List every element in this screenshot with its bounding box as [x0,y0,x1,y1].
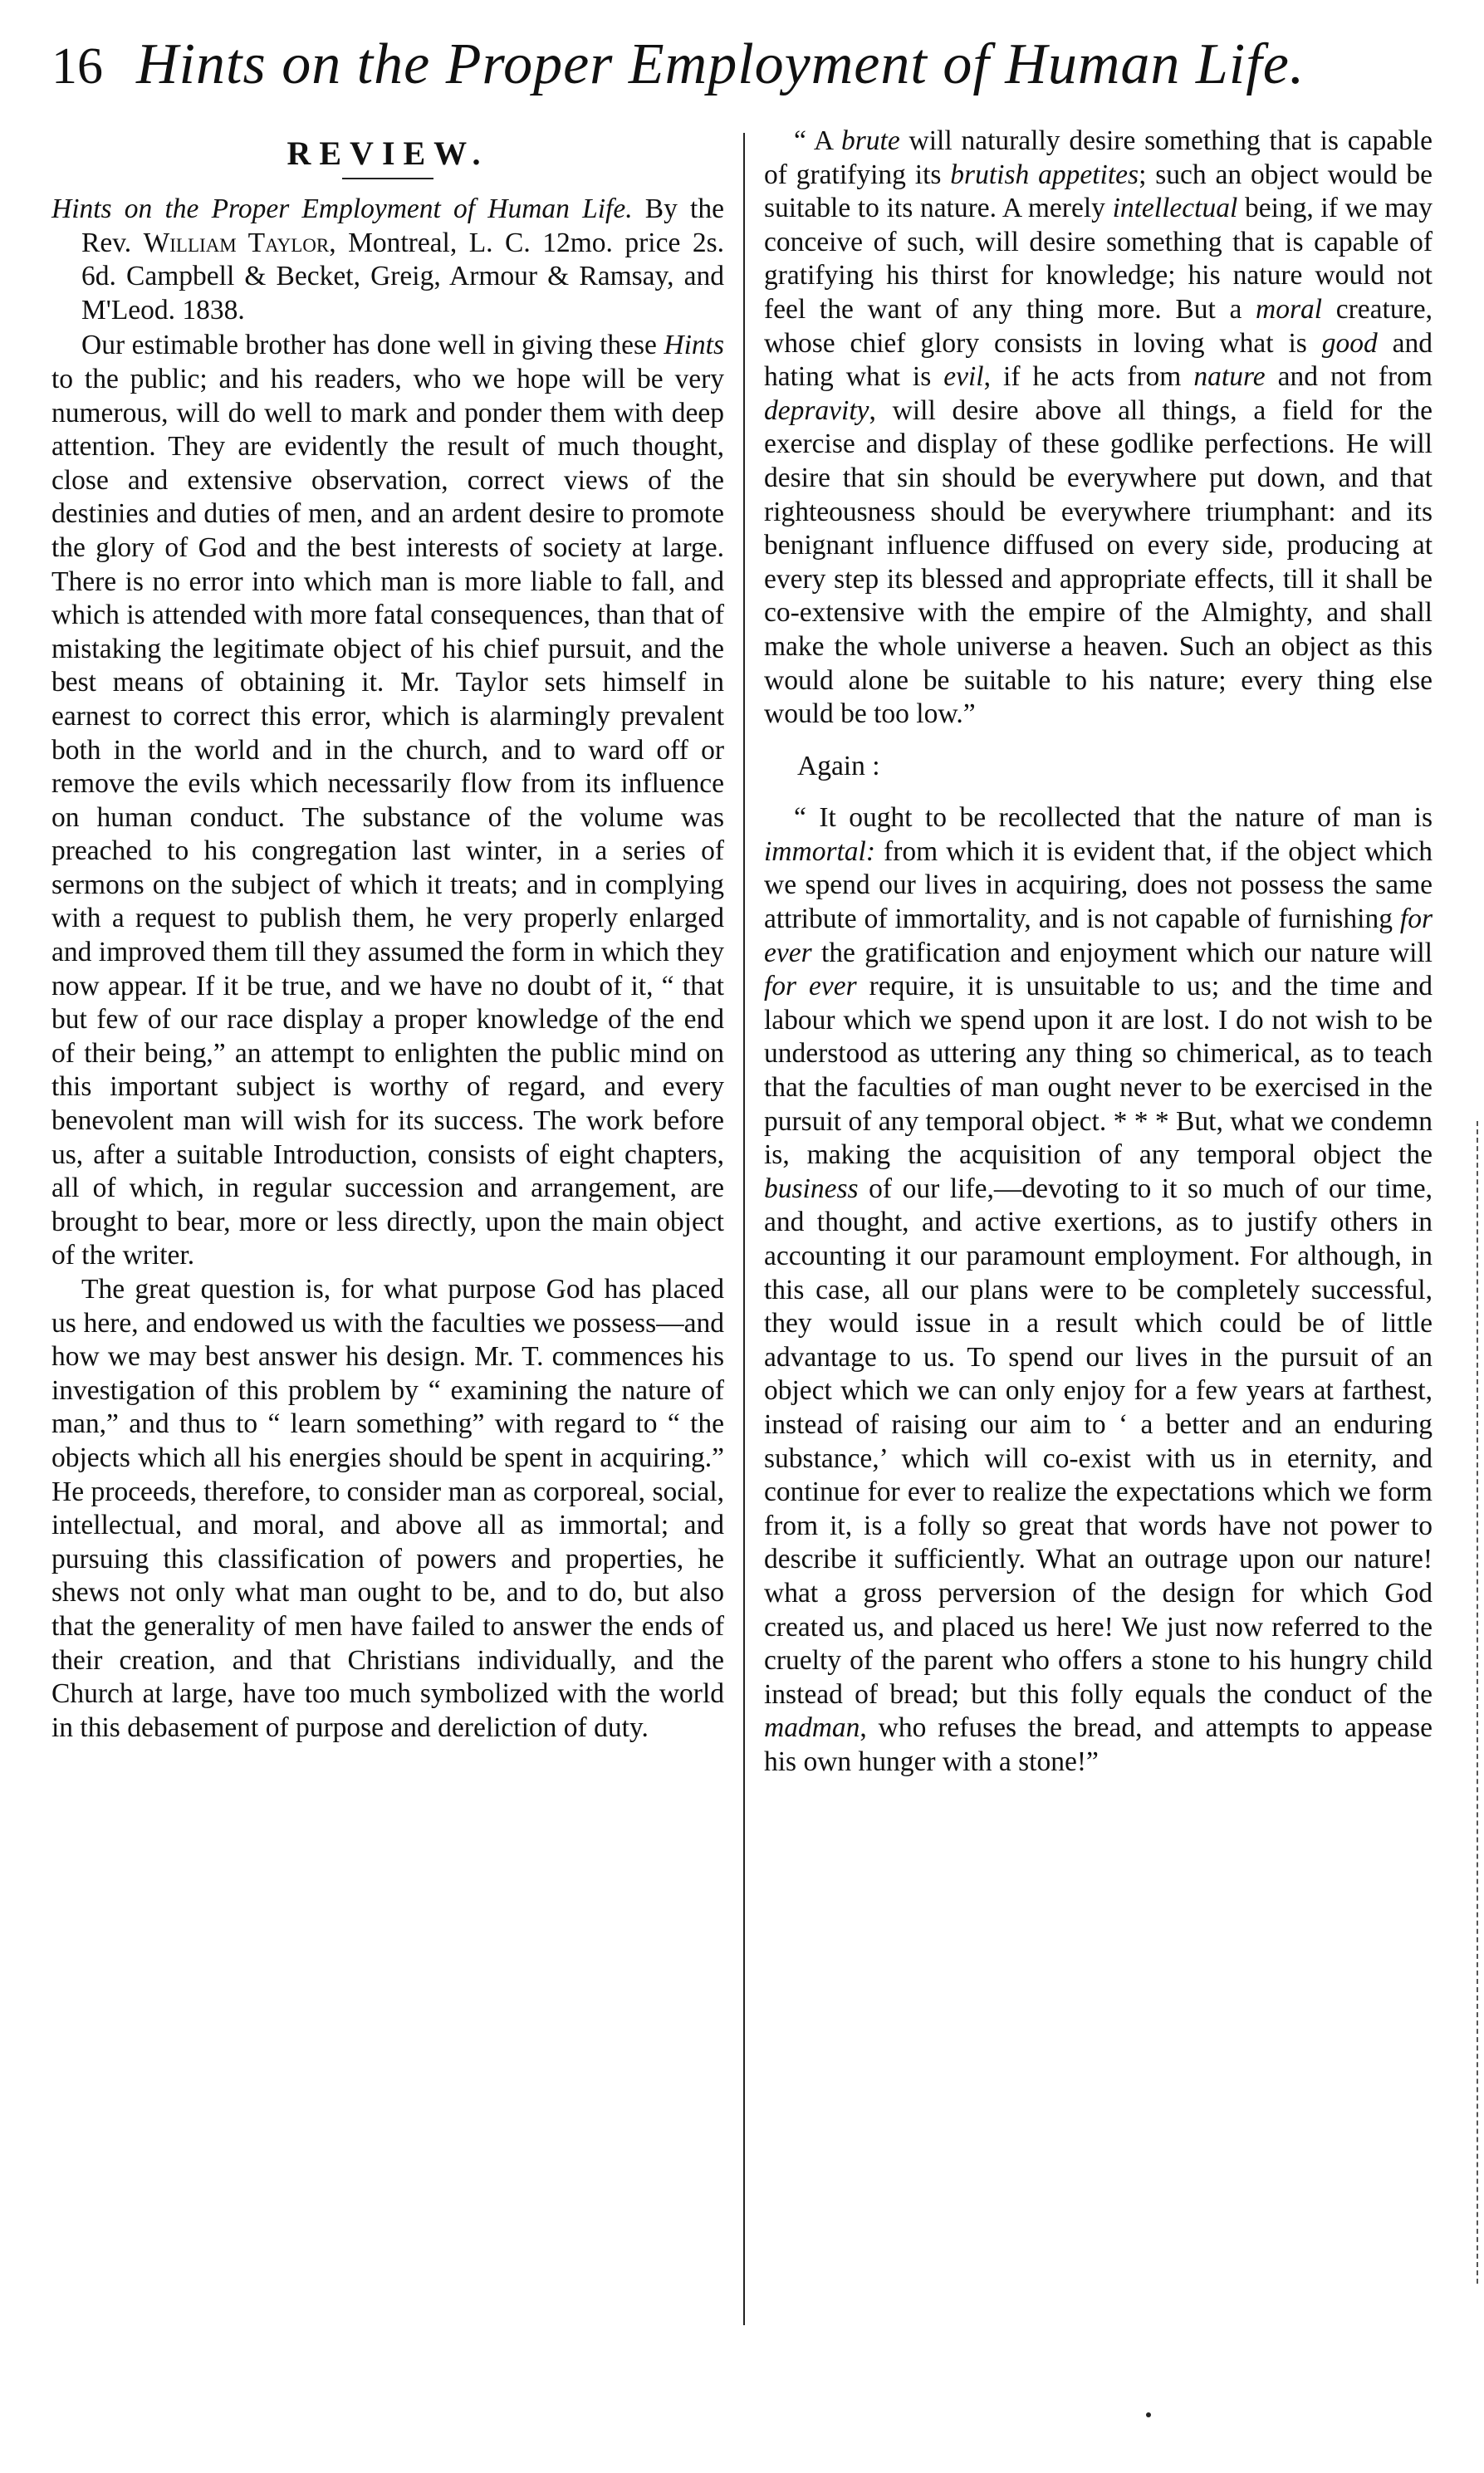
italic-phrase: immortal: [764,835,875,867]
column-divider [743,133,745,2325]
again-label: Again : [797,750,880,781]
quotation-1: “ A brute will naturally desire something that is capable of gratifying its brutish appetites; such an object would be suitable to its nature. A merely intellectual being, if we may conceive of such, will desire something that is capable of gratifying his thirst for knowledge; his nature would not feel the want of any thing more. But a moral creature, whose chief glory consists in loving what is good and hating what is evil, if he acts from nature and not from depravity, will desire above all things, a field for the exercise and display of these godlike perfections. He will desire that sin should be everywhere put down, and that righteousness should be everywhere triumphant: and its benignant influence diffused on every side, producing at every step its blessed and appropriate effects, till it shall be co-extensive with the empire of the Almighty, and shall make the whole universe a heaven. Such an object as this would alone be suitable to his nature; every thing else would be too low.” [764,125,1433,730]
italic-phrase: depravity [764,394,869,426]
section-heading: REVIEW. [287,135,489,172]
running-head [51,32,1413,106]
italic-phrase: intellectual [1112,193,1238,224]
book-title: Hints on the Proper Employment of Human Life. [51,193,633,224]
italic-phrase: evil [943,361,984,393]
italic-phrase: good [1321,327,1378,359]
paragraph-1 [51,329,724,1273]
italic-phrase: madman [764,1712,860,1744]
publication-details: Montreal, L. C. 12mo. price 2s. 6d. Campbell & Becket, Greig, Armour & Ramsay, and M'Leod. 1838. [81,227,724,326]
quotation-2: “ It ought to be recollected that the nature of man is immortal: from which it is evident that, if the object which we spend our lives in acquiring, does not possess the same attribute of immortality, and is not capable of furnishing for ever the gratification and enjoyment which our nature will for ever require, it is unsuitable to us; and the time and labour which we spend upon it are lost. I do not wish to be understood as uttering any thing so chimerical, as to teach that the faculties of man ought never to be exercised in the pursuit of any temporal object. * * * But, what we condemn is, making the acquisition of any temporal object the business of our life,—devoting to it so much of our time, and thought, and active exertions, as to justify others in accounting it our paramount employment. For although, in this case, all our plans were to be completely successful, they would issue in a result which could be of little advantage to us. To spend our lives in the pursuit of an object which we can only enjoy for a few years at farthest, instead of raising our aim to ‘ a better and an enduring substance,’ which will co-exist with us in eternity, and continue for ever to realize the expectations which we form from it, is a folly so great that words have not power to describe it sufficiently. What an outrage upon our nature! what a gross perversion of the design for which God created us, and placed us here! We just now referred to the cruelty of the parent who offers a stone to his hungry child instead of bread; but this folly equals the conduct of the madman, who refuses the bread, and attempts to appease his own hunger with a stone!” [764,802,1433,1777]
italic-phrase: moral [1256,293,1323,325]
italic-phrase: nature [1193,361,1266,393]
author-name: William Taylor, [143,227,336,258]
citation-by: By the Rev. [81,193,724,258]
italic-phrase: brute [841,125,900,156]
paragraph-1-emphasis: Hints [664,330,724,361]
italic-phrase: for ever [764,971,857,1002]
running-title: Hints on the Proper Employment of Human Life. [136,32,1305,96]
italic-phrase: business [764,1173,859,1204]
italic-phrase: for ever [764,904,1433,968]
paragraph-1-text-b: to the public; and his readers, who we hope will be very numerous, will do well to mark and ponder them with deep attention. They are evidently the result of much thought, close and extensive observation, correct views of the destinies and duties of men, and an ardent desire to promote the glory of God and the best interests of society at large. There is no error into which man is more liable to fall, and which is attended with more fatal consequences, than that of mistaking the legitimate object of his chief pursuit, and the best means of obtaining it. Mr. Taylor sets himself in earnest to correct this error, which is alarmingly prevalent both in the world and in the church, and to ward off or remove the evils which necessarily flow from its influence on human conduct. The substance of the volume was preached to his congregation last winter, in a series of sermons on the subject of which it treats; and in complying with a request to publish them, he very properly enlarged and improved them till they assumed the form in which they now appear. If it be true, and we have no doubt of it, “ that but few of our race display a proper knowledge of the end of their being,” an attempt to enlighten the public mind on this important subject is worthy of regard, and every benevolent man will wish for its success. The work before us, after a suitable Introduction, consists of eight chapters, all of which, in regular succession and arrangement, are brought to bear, more or less directly, upon the main object of the writer. [51,363,724,1271]
italic-phrase: brutish appetites [950,159,1139,190]
right-column [764,125,1433,1780]
page-edge-rule [1477,1121,1478,2284]
heading-rule [342,178,433,179]
page-number: 16 [51,38,103,95]
paragraph-2: The great question is, for what purpose God has placed us here, and endowed us with the faculties we possess—and how we may best answer his design. Mr. T. commences his investigation of this problem by “ examining the nature of man,” and thus to “ learn something” with regard to “ the objects which all his energies should be spent in acquiring.” He proceeds, therefore, to consider man as corporeal, social, intellectual, and moral, and above all as immortal; and pursuing this classification of powers and properties, he shews not only what man ought to be, and to do, but also that the generality of men have failed to answer the ends of their creation, and that Christians individually, and the Church at large, have too much symbolized with the world in this debasement of purpose and dereliction of duty. [51,1274,724,1743]
paragraph-1-text-a: Our estimable brother has done well in giving these [81,330,657,361]
left-column [51,125,724,1745]
ink-dot [1146,2412,1151,2417]
book-citation [51,193,724,327]
